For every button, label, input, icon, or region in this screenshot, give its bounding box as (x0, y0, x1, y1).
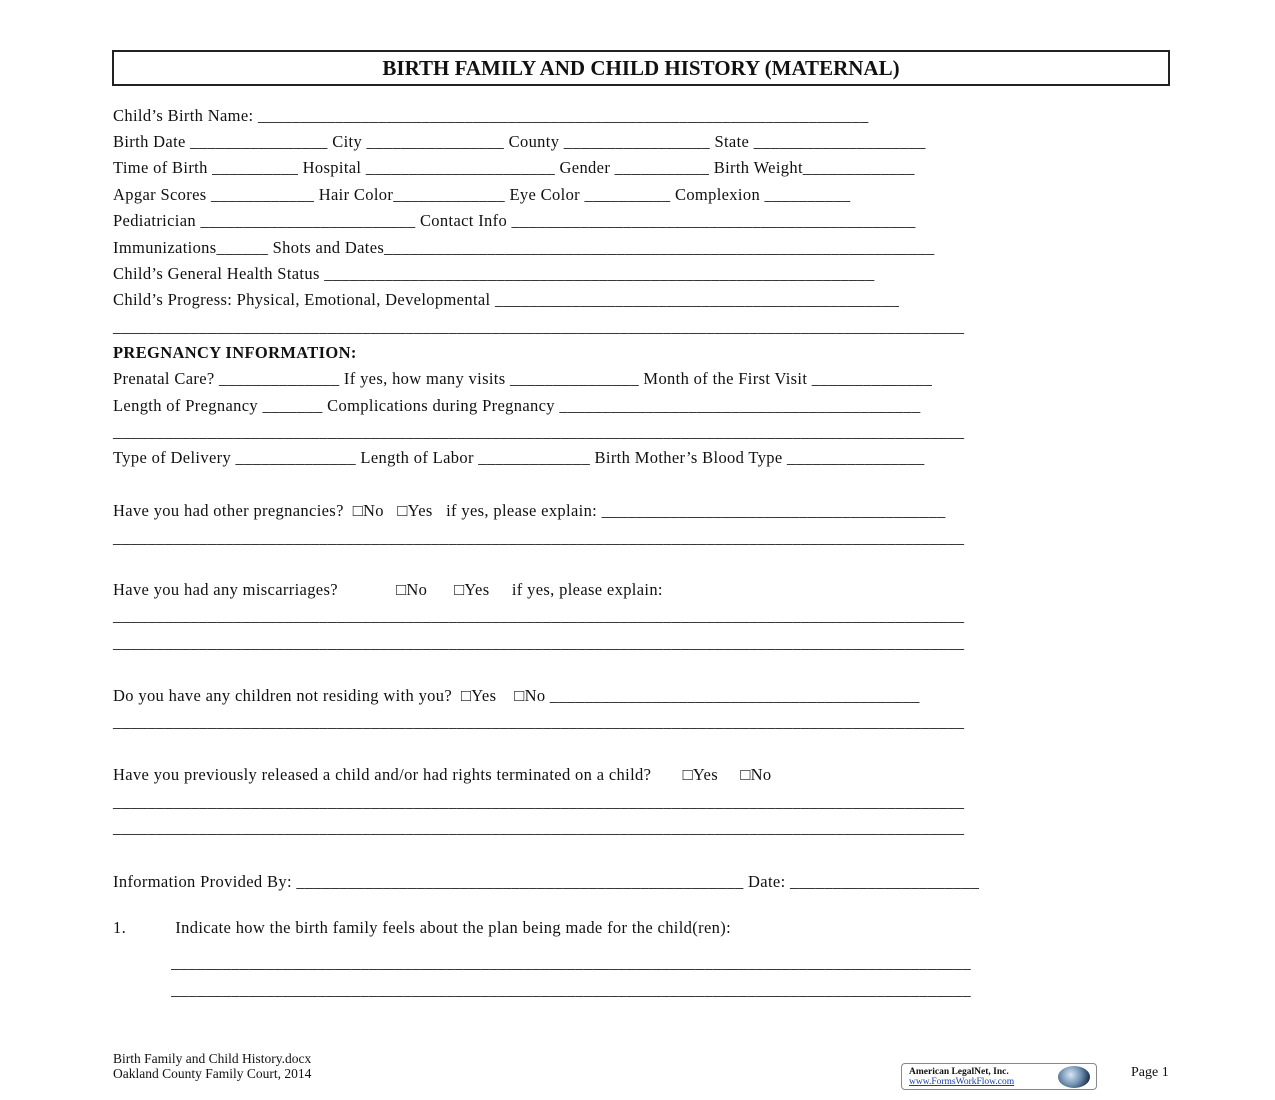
delivery-labor-blood-type-line[interactable]: Type of Delivery ______________ Length of Labor _____________ Birth Mother’s Blood Type ________________ (113, 448, 925, 467)
footer-doc-name: Birth Family and Child History.docx (113, 1051, 312, 1066)
childs-progress-line[interactable]: Child’s Progress: Physical, Emotional, Developmental _______________________________________________ (113, 290, 900, 309)
question-1: 1. Indicate how the birth family feels about the plan being made for the child(ren): (113, 918, 732, 937)
time-hospital-gender-weight-line[interactable]: Time of Birth __________ Hospital ______________________ Gender ___________ Birth Weight_____________ (113, 158, 915, 177)
blank-line[interactable]: ___________________________________________________________________________________________________ (113, 712, 965, 731)
blank-line[interactable]: ___________________________________________________________________________________________________ (113, 528, 965, 547)
form-title: BIRTH FAMILY AND CHILD HISTORY (MATERNAL) (112, 50, 1170, 86)
apgar-hair-eye-complexion-line[interactable]: Apgar Scores ____________ Hair Color_____________ Eye Color __________ Complexion __________ (113, 185, 851, 204)
prenatal-care-line[interactable]: Prenatal Care? ______________ If yes, how many visits _______________ Month of the First Visit ______________ (113, 369, 933, 388)
blank-line[interactable]: ___________________________________________________________________________________________________ (113, 818, 965, 837)
blank-line[interactable]: ___________________________________________________________________________________________________ (113, 317, 965, 336)
blank-line[interactable]: ___________________________________________________________________________________________________ (113, 422, 965, 441)
pediatrician-contact-line[interactable]: Pediatrician _________________________ Contact Info _______________________________________________ (113, 211, 916, 230)
children-not-residing-question[interactable]: Do you have any children not residing with you? □Yes □No ___________________________________________ (113, 686, 920, 705)
question-1-answer-line[interactable]: _____________________________________________________________________________________________ (113, 980, 971, 999)
pregnancy-section-heading: PREGNANCY INFORMATION: (113, 343, 357, 362)
question-1-answer-line[interactable]: _____________________________________________________________________________________________ (113, 953, 971, 972)
blank-line[interactable]: ___________________________________________________________________________________________________ (113, 633, 965, 652)
pregnancy-length-complications-line[interactable]: Length of Pregnancy _______ Complications during Pregnancy __________________________________________ (113, 396, 921, 415)
blank-line[interactable]: ___________________________________________________________________________________________________ (113, 792, 965, 811)
footer-court: Oakland County Family Court, 2014 (113, 1066, 312, 1081)
other-pregnancies-question[interactable]: Have you had other pregnancies? □No □Yes if yes, please explain: ________________________________________ (113, 501, 946, 520)
logo-company-name: American LegalNet, Inc. (909, 1067, 1009, 1077)
information-provided-by-line[interactable]: Information Provided By: ____________________________________________________ Date: ______________________ (113, 872, 980, 891)
legalnet-logo[interactable] (901, 1063, 1097, 1090)
released-child-question[interactable]: Have you previously released a child and/or had rights terminated on a child? □Yes □No (113, 765, 772, 784)
childs-birth-name-line[interactable]: Child’s Birth Name: _______________________________________________________________________ (113, 106, 869, 125)
general-health-line[interactable]: Child’s General Health Status ________________________________________________________________ (113, 264, 875, 283)
globe-icon (1058, 1066, 1090, 1088)
logo-url-link[interactable]: www.FormsWorkFlow.com (909, 1077, 1015, 1087)
miscarriages-question[interactable]: Have you had any miscarriages? □No □Yes if yes, please explain: (113, 580, 663, 599)
immunizations-line[interactable]: Immunizations______ Shots and Dates________________________________________________________________ (113, 238, 935, 257)
blank-line[interactable]: ___________________________________________________________________________________________________ (113, 606, 965, 625)
page-number: Page 1 (1131, 1065, 1169, 1080)
birth-date-city-county-state-line[interactable]: Birth Date ________________ City ________________ County _________________ State ____________________ (113, 132, 926, 151)
